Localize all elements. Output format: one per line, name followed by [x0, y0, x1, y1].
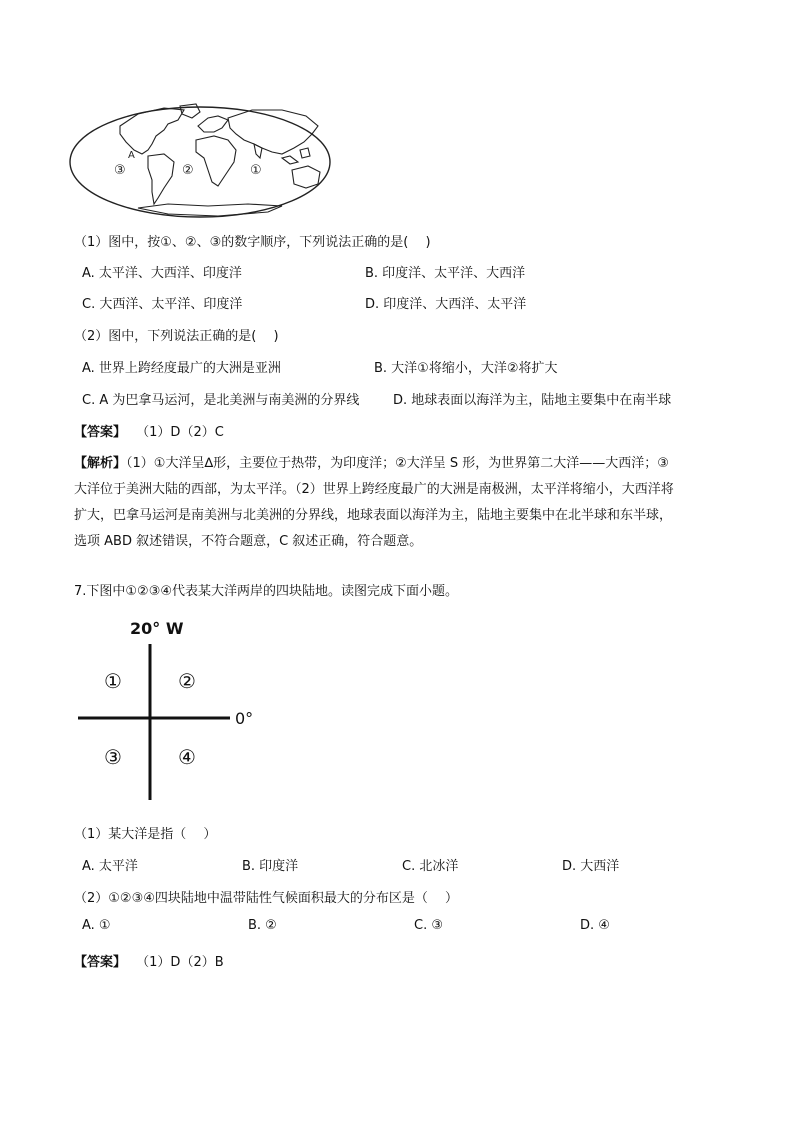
q6-analysis-line-1: （1）①大洋呈∆形，主要位于热带，为印度洋；②大洋呈 S 形，为世界第二大洋——大西洋；③: [126, 456, 669, 471]
q6-analysis-line-3: 扩大，巴拿马运河是南美洲与北美洲的分界线，地球表面以海洋为主，陆地主要集中在北半球和东半球，: [74, 508, 673, 523]
q7-region-3: ③: [104, 745, 122, 769]
q6-analysis: [74, 451, 734, 555]
australia-shape: [292, 166, 320, 188]
q6-sub2-option-a: A. 世界上跨经度最广的大洲是亚洲: [82, 361, 281, 376]
q7-answer-text: （1）D（2）B: [136, 955, 224, 970]
q7-title: 7.下图中①②③④代表某大洋两岸的四块陆地。读图完成下面小题。: [74, 584, 459, 599]
q7-answer: [74, 951, 224, 970]
q6-answer: [74, 421, 224, 440]
q7-sub2-question: （2）①②③④四块陆地中温带陆性气候面积最大的分布区是（ ）: [74, 891, 459, 906]
map-label-ocean-1: ①: [250, 163, 262, 178]
q6-sub2-option-d: D. 地球表面以海洋为主，陆地主要集中在南半球: [393, 393, 672, 408]
q6-sub2-question: （2）图中，下列说法正确的是( ): [74, 329, 279, 344]
map-label-ocean-3: ③: [114, 163, 126, 178]
q7-sub1-option-d: D. 大西洋: [562, 859, 620, 874]
q6-sub1-option-a: A. 太平洋、大西洋、印度洋: [82, 266, 242, 281]
q7-sub2-option-b: B. ②: [248, 918, 277, 933]
q6-sub1-option-b: B. 印度洋、太平洋、大西洋: [365, 266, 526, 281]
q7-diagram-lon-label: 20° W: [130, 619, 184, 638]
q7-region-2: ②: [178, 669, 196, 693]
world-map: [68, 100, 338, 220]
q6-analysis-line-2: 大洋位于美洲大陆的西部，为太平洋。（2）世界上跨经度最广的大洲是南极洲，太平洋将缩小，大西洋将: [74, 482, 674, 497]
map-label-ocean-2: ②: [182, 163, 194, 178]
q6-answer-label: 【答案】: [74, 425, 127, 440]
q7-region-4: ④: [178, 745, 196, 769]
q7-sub1-option-c: C. 北冰洋: [402, 859, 459, 874]
q7-region-1: ①: [104, 669, 122, 693]
q6-answer-text: （1）D（2）C: [136, 425, 224, 440]
south-america-shape: [148, 154, 174, 204]
q7-sub2-option-a: A. ①: [82, 918, 111, 933]
q6-analysis-line-4: 选项 ABD 叙述错误，不符合题意，C 叙述正确，符合题意。: [74, 534, 423, 549]
q7-sub2-option-d: D. ④: [580, 918, 610, 933]
q7-sub1-option-a: A. 太平洋: [82, 859, 138, 874]
q6-sub2-option-c: C. A 为巴拿马运河，是北美洲与南美洲的分界线: [82, 393, 360, 408]
europe-shape: [198, 116, 228, 132]
q6-sub1-question: （1）图中，按①、②、③的数字顺序，下列说法正确的是( ): [74, 235, 431, 250]
q6-sub1-option-c: C. 大西洋、太平洋、印度洋: [82, 297, 243, 312]
map-label-a: A: [128, 150, 135, 161]
q7-answer-label: 【答案】: [74, 955, 127, 970]
se-asia-islands-shape: [282, 148, 310, 164]
q6-sub1-option-d: D. 印度洋、大西洋、太平洋: [365, 297, 527, 312]
q6-analysis-label: 【解析】: [74, 456, 127, 471]
q7-sub2-option-c: C. ③: [414, 918, 443, 933]
indian-peninsula-shape: [254, 144, 262, 158]
q6-sub2-option-b: B. 大洋①将缩小，大洋②将扩大: [374, 361, 558, 376]
q7-sub1-question: （1）某大洋是指（ ）: [74, 827, 217, 842]
map-outline: [70, 107, 330, 217]
q7-diagram-lat-label: 0°: [235, 709, 254, 728]
q7-sub1-option-b: B. 印度洋: [242, 859, 299, 874]
north-america-shape: [120, 108, 184, 154]
africa-shape: [196, 136, 236, 186]
q7-diagram: [70, 612, 280, 807]
